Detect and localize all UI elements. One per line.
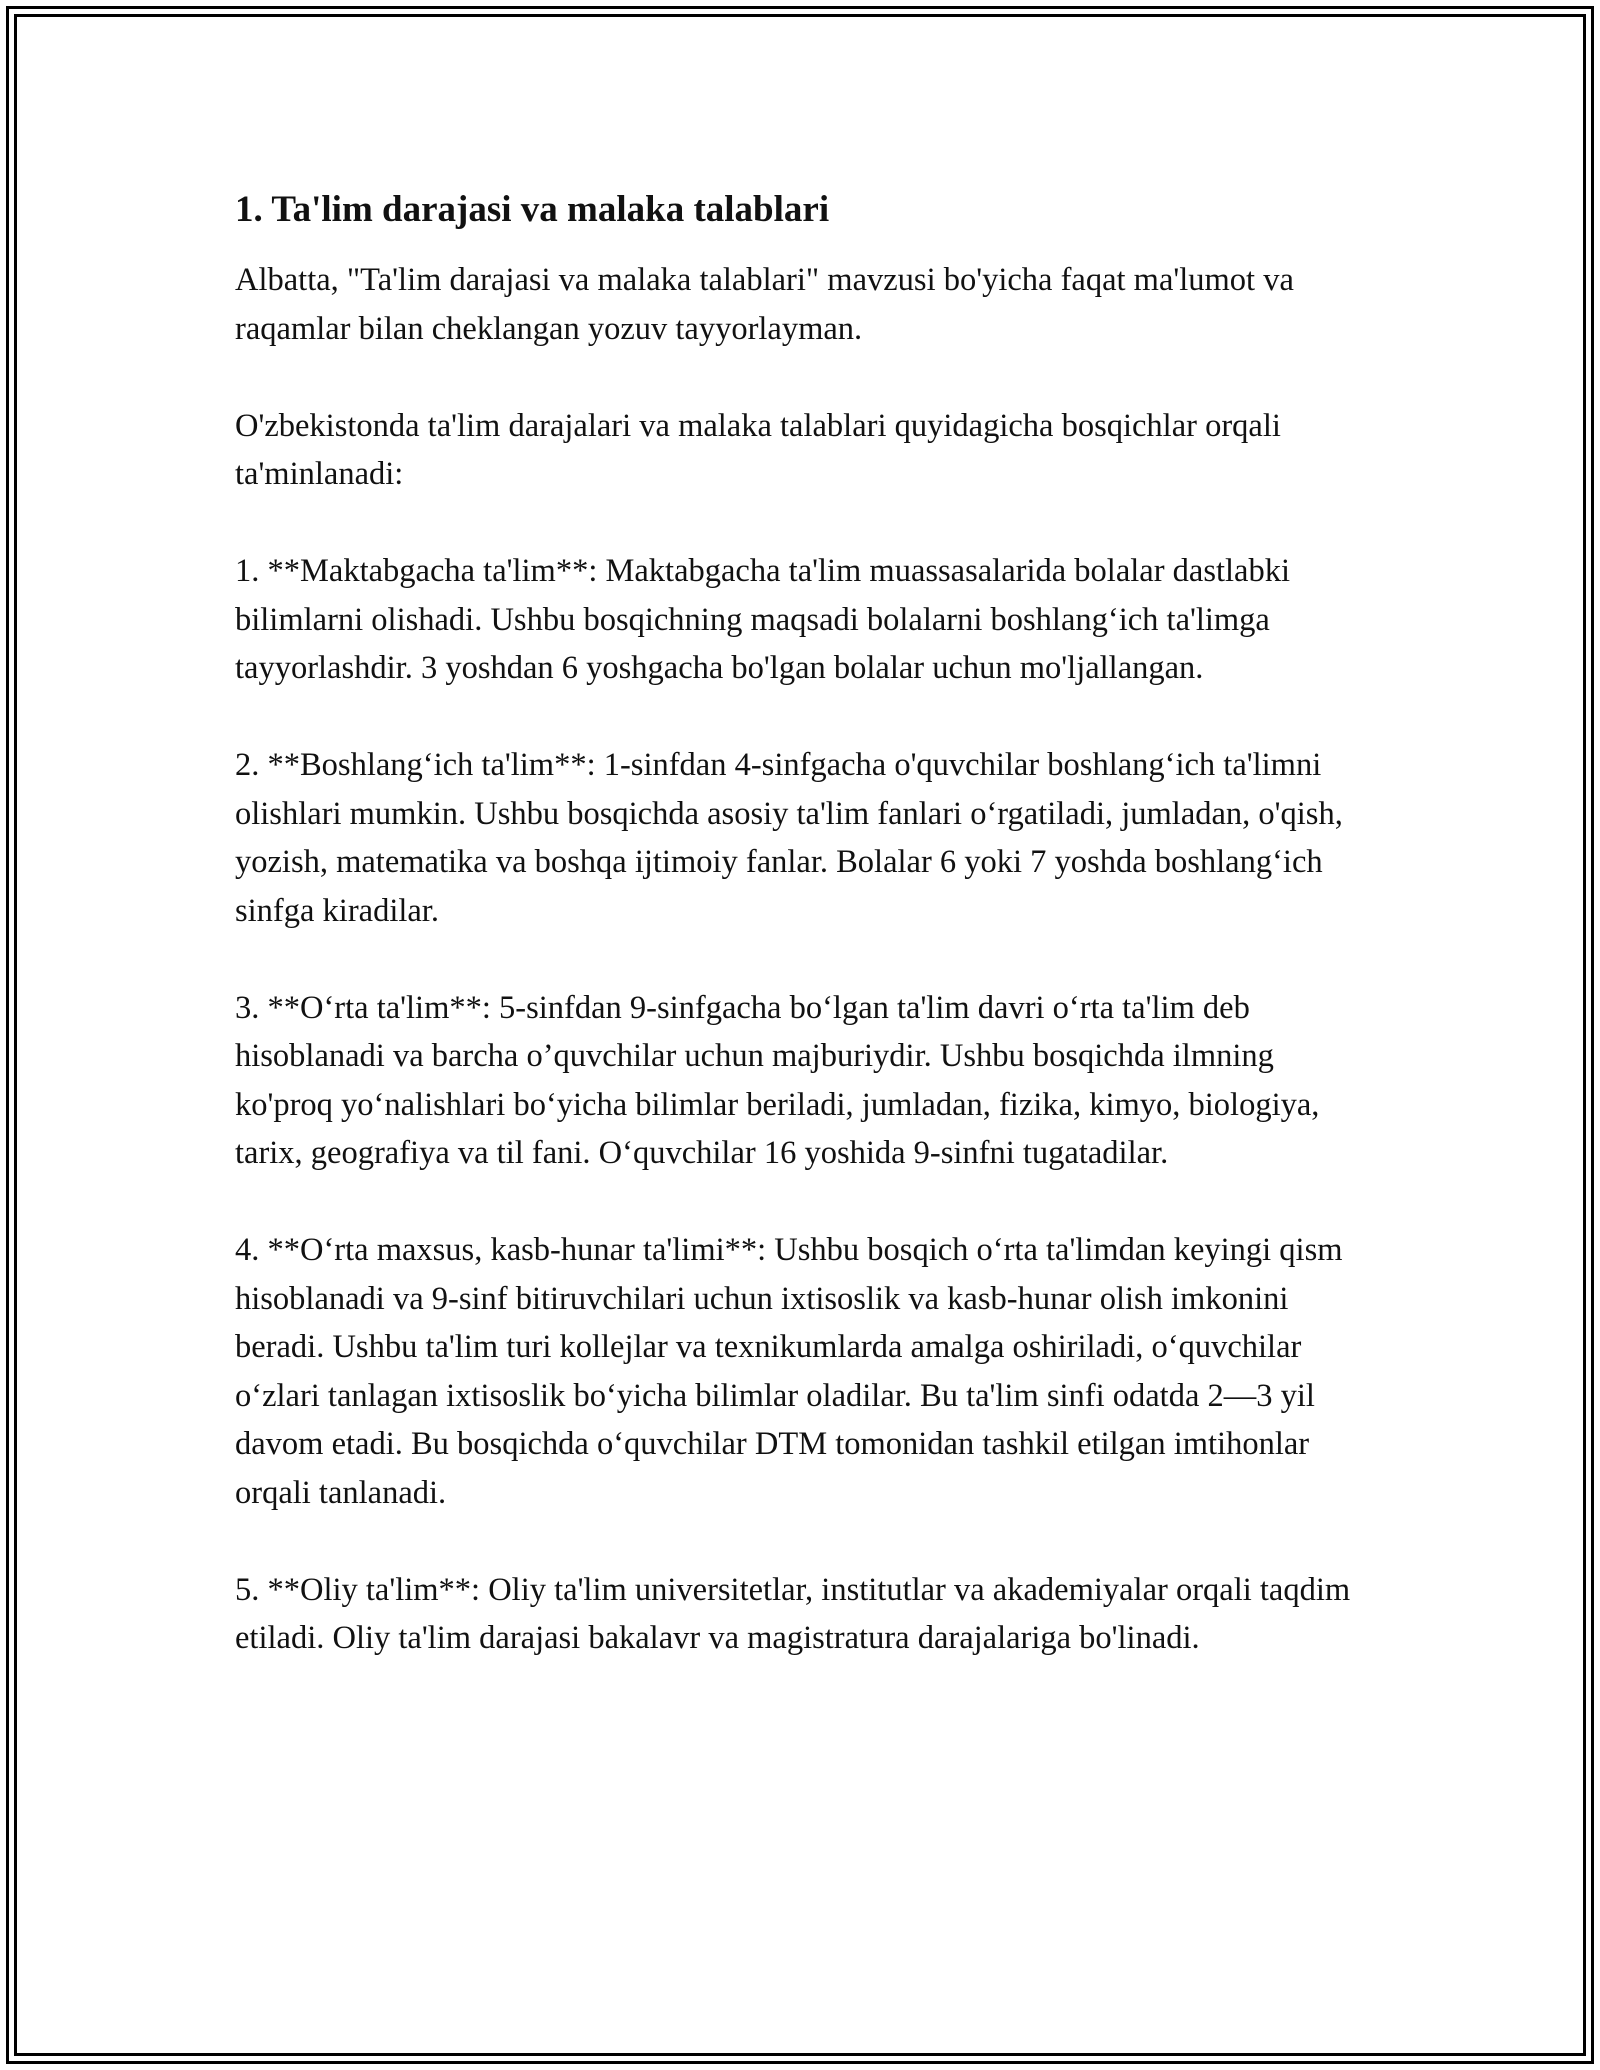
- higher-education-paragraph: 5. **Oliy ta'lim**: Oliy ta'lim universitetlar, institutlar va akademiyalar orqali taqdim etiladi. Oliy ta'lim darajasi bakalavr va magistratura darajalariga bo'linadi.: [235, 1571, 1351, 1656]
- intro-paragraph: Albatta, "Ta'lim darajasi va malaka talablari" mavzusi bo'yicha faqat ma'lumot va raqamlar bilan cheklangan yozuv tayyorlayman.: [235, 262, 1294, 347]
- primary-paragraph: 2. **Boshlang‘ich ta'lim**: 1-sinfdan 4-sinfgacha o'quvchilar boshlang‘ich ta'limni olishlari mumkin. Ushbu bosqichda asosiy ta'lim fanlari o‘rgatiladi, jumladan, o'qish, yozish, matematika va boshqa ijtimoiy fanlar. Bolalar 6 yoki 7 yoshda boshlang‘ich sinfga kiradilar.: [235, 747, 1343, 929]
- vocational-paragraph: 4. **O‘rta maxsus, kasb-hunar ta'limi**: Ushbu bosqich o‘rta ta'limdan keyingi qism hisoblanadi va 9-sinf bitiruvchilari uchun ixtisoslik va kasb-hunar olish imkonini beradi. Ushbu ta'lim turi kollejlar va texnikumlarda amalga oshiriladi, o‘quvchilar o‘zlari tanlagan ixtisoslik bo‘yicha bilimlar oladilar. Bu ta'lim sinfi odatda 2—3 yil davom etadi. Bu bosqichda o‘quvchilar DTM tomonidan tashkil etilgan imtihonlar orqali tanlanadi.: [235, 1232, 1343, 1511]
- document-body: [235, 186, 1355, 1711]
- preschool-paragraph: 1. **Maktabgacha ta'lim**: Maktabgacha ta'lim muassasalarida bolalar dastlabki bilimlarni olishadi. Ushbu bosqichning maqsadi bolalarni boshlang‘ich ta'limga tayyorlashdir. 3 yoshdan 6 yoshgacha bo'lgan bolalar uchun mo'ljallangan.: [235, 553, 1290, 686]
- overview-paragraph: O'zbekistonda ta'lim darajalari va malaka talablari quyidagicha bosqichlar orqali ta'minlanadi:: [235, 407, 1281, 492]
- section-heading: 1. Ta'lim darajasi va malaka talablari: [235, 189, 830, 230]
- secondary-paragraph: 3. **O‘rta ta'lim**: 5-sinfdan 9-sinfgacha bo‘lgan ta'lim davri o‘rta ta'lim deb hisoblanadi va barcha o’quvchilar uchun majburiydir. Ushbu bosqichda ilmning ko'proq yo‘nalishlari bo‘yicha bilimlar beriladi, jumladan, fizika, kimyo, biologiya, tarix, geografiya va til fani. O‘quvchilar 16 yoshida 9-sinfni tugatadilar.: [235, 989, 1320, 1171]
